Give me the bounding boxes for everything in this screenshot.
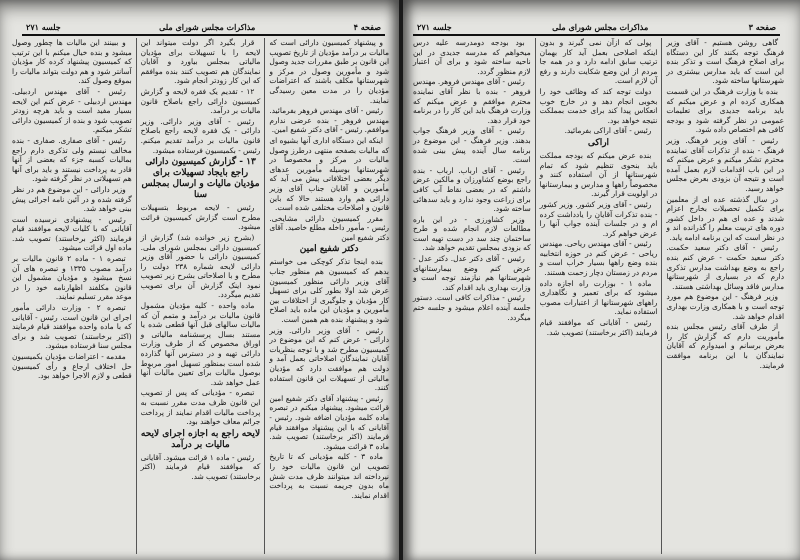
page-header xyxy=(413,20,780,36)
session-number: جلسه ۲۷۱ xyxy=(417,22,452,32)
text-columns xyxy=(409,38,788,554)
text-column xyxy=(8,38,136,554)
left-page xyxy=(0,0,399,560)
paragraph: رئیس - آقای مهندس فروهر بفرمائید. مهندس فروهر - بنده عرضی ندارم موافقم. رئیس - آقای دکتر شفیع امین. xyxy=(269,106,389,135)
section-heading: اراکی xyxy=(587,137,610,148)
text-column xyxy=(136,38,265,554)
paragraph: ماده ۳ - کلیه مؤدیانی که تا تاریخ تصویب این قانون مالیات خود را نپرداخته اند میتوانند ظرف مدت شش ماه بدون جریمه نسبت به پرداخت اقدام نمایند. xyxy=(269,452,389,500)
paragraph: تبصره ۱ - ماده ۲ قانون مالیات بر درآمد مصوب ۱۳۳۵ و تبصره های آن نسخ میشود و مؤدیان مشمول این قانون مکلفند اظهارنامه خود را در موعد مقرر تسلیم نمایند. xyxy=(11,254,132,302)
text-column xyxy=(409,38,535,554)
text-column xyxy=(264,38,393,554)
paragraph: رئیس - لایحه مربوط بتسهیلات مطرح است گزارش کمیسیون قرائت میشود. xyxy=(140,203,261,232)
paragraph: رئیس - آقای مهندس اردبیلی. مهندس اردبیلی - عرض کنم این لایحه بسیار مفید است و باید هرچه زودتر تصویب شود و بنده از کمیسیون دارائی تشکر میکنم. xyxy=(11,86,132,135)
right-page xyxy=(403,0,800,560)
paragraph: از طرف آقای رئیس مجلس بنده مأموریت دارم که گزارش کار را بعرض برسانم و امیدوارم که آقایان نمایندگان با این برنامه موافقت فرمایند. xyxy=(666,322,784,370)
paragraph: مقرر کمیسیون دارائی مشایخی. رئیس - مأمور داخله مطلع خاصید. آقای دکتر شفیع امین xyxy=(269,213,389,242)
paragraph: و پیشنهاد کمیسیون دارائی است که مالیات بر درآمد مؤدیان از تاریخ تصویب این قانون بر طبق مقررات جدید وصول شود و مأمورین وصول در مرکز و شهرستانها مکلف باشند که اعتراضات مؤدیان را در مدت معین رسیدگی نمایند. xyxy=(269,38,389,105)
paragraph: بود بودجه دومدرسه علیه درس میخواهم که مدرسه جدیدی در این ناحیه ساخته شود و برای آن اعتبار لازم منظور گردد. xyxy=(412,38,531,76)
page-header xyxy=(22,20,385,36)
paragraph: رئیس - آقای وزیر دارائی. وزیر دارائی - عرض کنم که این موضوع در کمیسیون مطرح شد و با توجه بنظریات آقایان نمایندگان اصلاحاتی بعمل آمد و دولت هم موافقت دارد که مؤدیان مالیاتی از تسهیلات این قانون استفاده کنند. xyxy=(269,325,389,393)
paragraph: رئیس - آقای وزیر فرهنگ جواب بدهند. وزیر فرهنگ - این موضوع در برنامه سال آینده پیش بینی شده است. xyxy=(412,126,531,165)
paragraph: رئیس - پیشنهادی نرسیده است آقایانی که با کلیات لایحه موافقند قیام فرمایند (اکثر برخاستند) تصویب شد. ماده اول قرائت میشود. xyxy=(11,214,132,253)
paragraph: رئیس - مذاکرات کافی است. دستور جلسه آینده اعلام میشود و جلسه ختم میگردد. xyxy=(412,293,531,322)
paragraph: و ببینند این مالیات ها چطور وصول میشود و بنده خیال میکنم با این ترتیب که کمیسیون پیشنهاد کرده کار مؤدیان آسانتر شود و هم دولت بتواند مالیات را بموقع وصول کند. xyxy=(11,38,132,86)
paragraph: رئیس - آقای وزیر فرهنگ. وزیر فرهنگ - بنده از تذکرات آقای نماینده محترم تشکر میکنم و عرض میکنم که در این باب اقدامات لازم بعمل آمده است و نتیجه آن بزودی بعرض مجلس خواهد رسید. xyxy=(666,135,784,193)
paragraph: اینکه این دستگاه اداری آنها بشیوه ای که مالیات بصفحه منتهی درطرز وصول مالیات در مرکز و مخصوصاً در شهرستانها بوسیله مأمورین عدهای دیگر بعضی اختلافاتی پیش می آید که مأمورین و آقایان جناب آقای وزیر دارائی هم وارد هستند حالا که باین قانون و اصلاحات مختلفی شده است. xyxy=(269,135,389,213)
paragraph: رئیس - آقای صفاری. صفاری - بنده مخالف نیستم ولی تذکری دارم راجع بمالیات کسبه جزء که بعضی از آنها قادر به پرداخت نیستند و باید برای آنها هم تسهیلاتی در نظر گرفته شود. xyxy=(11,135,132,184)
paragraph: بنده عرض میکنم که بودجه مملکت باید بنحوی تنظیم شود که تمام شهرستانها از آن استفاده کنند و مخصوصاً راهها و مدارس و بیمارستانها در اولویت قرار گیرند. xyxy=(539,150,658,199)
paragraph: وزیر کشاورزی - در این باره مطالعات لازم انجام شده و طرح ساختمان چند سد در دست تهیه است که بزودی بمجلس تقدیم خواهد شد. xyxy=(412,214,531,253)
paragraph: ماده ۱ - بوزارت راه اجازه داده میشود که برای تعمیر و نگاهداری راههای شهرستانها از اعتبارات مصوب استفاده نماید. xyxy=(539,278,658,317)
paragraph: وزیر فرهنگ - این موضوع هم مورد توجه است و با همکاری وزارت بهداری اقدام خواهد شد. xyxy=(666,292,784,321)
section-heading: دکتر شفیع امین xyxy=(299,244,359,255)
paragraph: رئیس - آقای ارباب. ارباب - بنده راجع بوضع کشاورزان و مالکین عرض داشتم که در بعضی نقاط آب کافی برای زراعت وجود ندارد و باید سدهائی ساخته شود. xyxy=(412,165,531,214)
paragraph: وزیر دارائی - این موضوع هم در نظر گرفته شده و در آئین نامه اجرائی پیش بینی خواهد شد. xyxy=(11,184,132,214)
paragraph: در سال گذشته عده ای از معلمین برای تکمیل تحصیلات بخارج اعزام شدند و عده ای هم در داخل کشور دوره های تربیت معلم را گذرانده اند و در نظر است که این برنامه ادامه یابد. xyxy=(666,194,784,242)
paragraph: گاهی روشن هستیم - آقای وزیر فرهنگ توجه بکنند کار این دستگاه برای اصلاح فرهنگ است و تذکر بنده این است که باید مدارس بیشتری در شهرستانها ساخته شود. xyxy=(666,38,784,86)
paragraph: رئیس - آقای مهندس فروهر. مهندس فروهر - بنده با نظر آقای نماینده محترم موافقم و عرض میکنم که وزارت فرهنگ باید این کار را در برنامه خود قرار دهد. xyxy=(412,77,531,125)
paragraph: رئیس - ماده ۱ قرائت میشود. آقایانی که موافقند قیام فرمایند (اکثر برخاستند) تصویب شد. xyxy=(140,452,261,481)
page-number: صفحه ۴ xyxy=(353,22,381,32)
paragraph: رئیس - آقای دکتر عدل. دکتر عدل - عرض کنم وضع بیمارستانهای شهرستانها هم نیازمند توجه است و وزارت بهداری باید اقدام کند. xyxy=(412,254,531,292)
section-heading: لایحه راجع به اجازه اجرای لایحه مالیات بر درآمد xyxy=(140,428,261,450)
section-heading: ۱۳ - گزارش کمیسیون دارائی راجع بایجاد تسهیلات برای مؤدیان مالیات و ارسال بمجلس سنا xyxy=(141,157,260,201)
paragraph: تبصره - مؤدیانی که پس از تصویب این قانون ظرف مدت مقرر نسبت به پرداخت مالیات اقدام نمایند از پرداخت جرائم معاف خواهند بود. xyxy=(140,388,261,427)
paragraph: ۱۲ - تقدیم یک فقره لایحه و گزارش کمیسیون دارائی راجع باصلاح قانون مالیات بر درآمد. xyxy=(140,86,261,116)
paragraph: رئیس - آقایانی که موافقند قیام فرمایند (اکثر برخاستند) تصویب شد. xyxy=(539,318,658,337)
paragraph: قرار بگیرد اگر دولت میتواند این لایحه را با تسهیلات برای مؤدیان مالیاتی بمجلس بیاورد و آقایان نمایندگان هم تصویب کنند بنده موافقم که این کار زودتر انجام شود. xyxy=(140,38,261,86)
text-column xyxy=(661,38,788,554)
paragraph: رئیس - آقای اراکی بفرمائید. xyxy=(564,126,652,136)
session-number: جلسه ۲۷۱ xyxy=(26,22,61,32)
paragraph: (بشرح زیر خوانده شد) گزارش از کمیسیون دارائی بمجلس شورای ملی. کمیسیون دارائی با حضور آقای وزیر دارائی لایحه شماره ۲۳۸ دولت را مطرح و با اصلاحاتی بشرح زیر تصویب نمود اینک گزارش آن برای تصویب تقدیم میگردد. xyxy=(140,232,261,300)
paragraph: مقدمه - اعتراضات مؤدیان بکمیسیون حل اختلاف ارجاع و رأی کمیسیون قطعی و لازم الاجرا خواهد بود. xyxy=(11,352,132,381)
paragraph: رئیس - پیشنهاد آقای دکتر شفیع امین قرائت میشود. پیشنهاد میکنم در تبصره ماده کلمه مؤدیان اضافه شود. رئیس - آقایانی که با این پیشنهاد موافقند قیام فرمایند (اکثر برخاستند) تصویب شد. ماده ۳ قرائت میشود. xyxy=(269,393,389,451)
text-columns xyxy=(8,38,393,554)
paragraph: رئیس - آقای وزیر کشور. وزیر کشور - بنده تذکرات آقایان را یادداشت کرده ام و در جلسات آینده جواب آنها را عرض خواهم کرد. xyxy=(539,199,658,238)
paragraph: بنده با وزارت فرهنگ در این قسمت همکاری کرده ام و عرض میکنم که باید برنامه جدیدی برای تعلیمات عمومی در نظر گرفته شود و بودجه کافی هم اختصاص داده شود. xyxy=(666,86,784,135)
paragraph: رئیس - آقای وزیر دارائی. وزیر دارائی - یک فقره لایحه راجع باصلاح قانون مالیات بر درآمد تقدیم میکنم. رئیس - بکمیسیون فرستاده میشود. xyxy=(140,116,261,155)
page-number: صفحه ۳ xyxy=(748,22,776,32)
paragraph: تبصره ۲ - وزارت دارائی مأمور اجرای این قانون است. رئیس - آقایانی که با ماده واحده موافقند قیام فرمایند (اکثر برخاستند) تصویب شد و برای مجلس سنا فرستاده میشود. xyxy=(11,303,132,351)
paragraph: رئیس - آقای دکتر سعید حکمت. دکتر سعید حکمت - عرض کنم بنده راجع به وضع بهداشت مدارس تذکری دارم که در بسیاری از شهرستانها مدارس فاقد وسائل بهداشتی هستند. xyxy=(666,243,784,291)
publication-title: مذاکرات مجلس شورای ملی xyxy=(159,22,256,32)
text-column xyxy=(535,38,662,554)
paragraph: بنده اینجا تذکر کوچکی می خواستم بدهم که کمیسیون هم منظور جناب آقای وزیر دارائی منظور کمیسیون عرض شد اولا بطور کلی برای تسهیل کار مؤدیان و جلوگیری از اختلافات بین مأمورین و مؤدیان این ماده باید اصلاح شود و پیشنهاد بنده هم همین است. xyxy=(269,257,389,325)
publication-title: مذاکرات مجلس شورای ملی xyxy=(552,22,649,32)
paragraph: پولی که ازآن نمی گیرند و بدون اینکه اصلاحی بعمل آید کار بهمان ترتیب سابق ادامه دارد و در همه جا مردم از این وضع شکایت دارند و رفع آن لازم است. xyxy=(539,38,658,86)
paragraph: رئیس - آقای مهندس ریاحی. مهندس ریاحی - عرض کنم در حوزه انتخابیه بنده وضع راهها بسیار خراب است و مردم در زمستان دچار زحمت هستند. xyxy=(539,239,658,278)
paragraph: ماده واحده - کلیه مؤدیان مشمول قانون مالیات بر درآمد و متمم آن که مالیات سالهای قبل آنها قطعی شده یا مستند بسال پرسشنامه مالیاتی و اوراق مخصوص که از طرف وزارت دارائی تهیه و در دسترس آنها گذارده شده است بمنظور تسهیل امور مربوط بوصول مالیات برای تعیین مالیات آنها عمل خواهد شد. xyxy=(140,301,261,387)
paragraph: دولت توجه کند که وظائف خود را بخوبی انجام دهد و در خارج خوب انعکاس پیدا کند برای خدمت بمملکت نتیجه خواهد بود. xyxy=(539,86,658,125)
